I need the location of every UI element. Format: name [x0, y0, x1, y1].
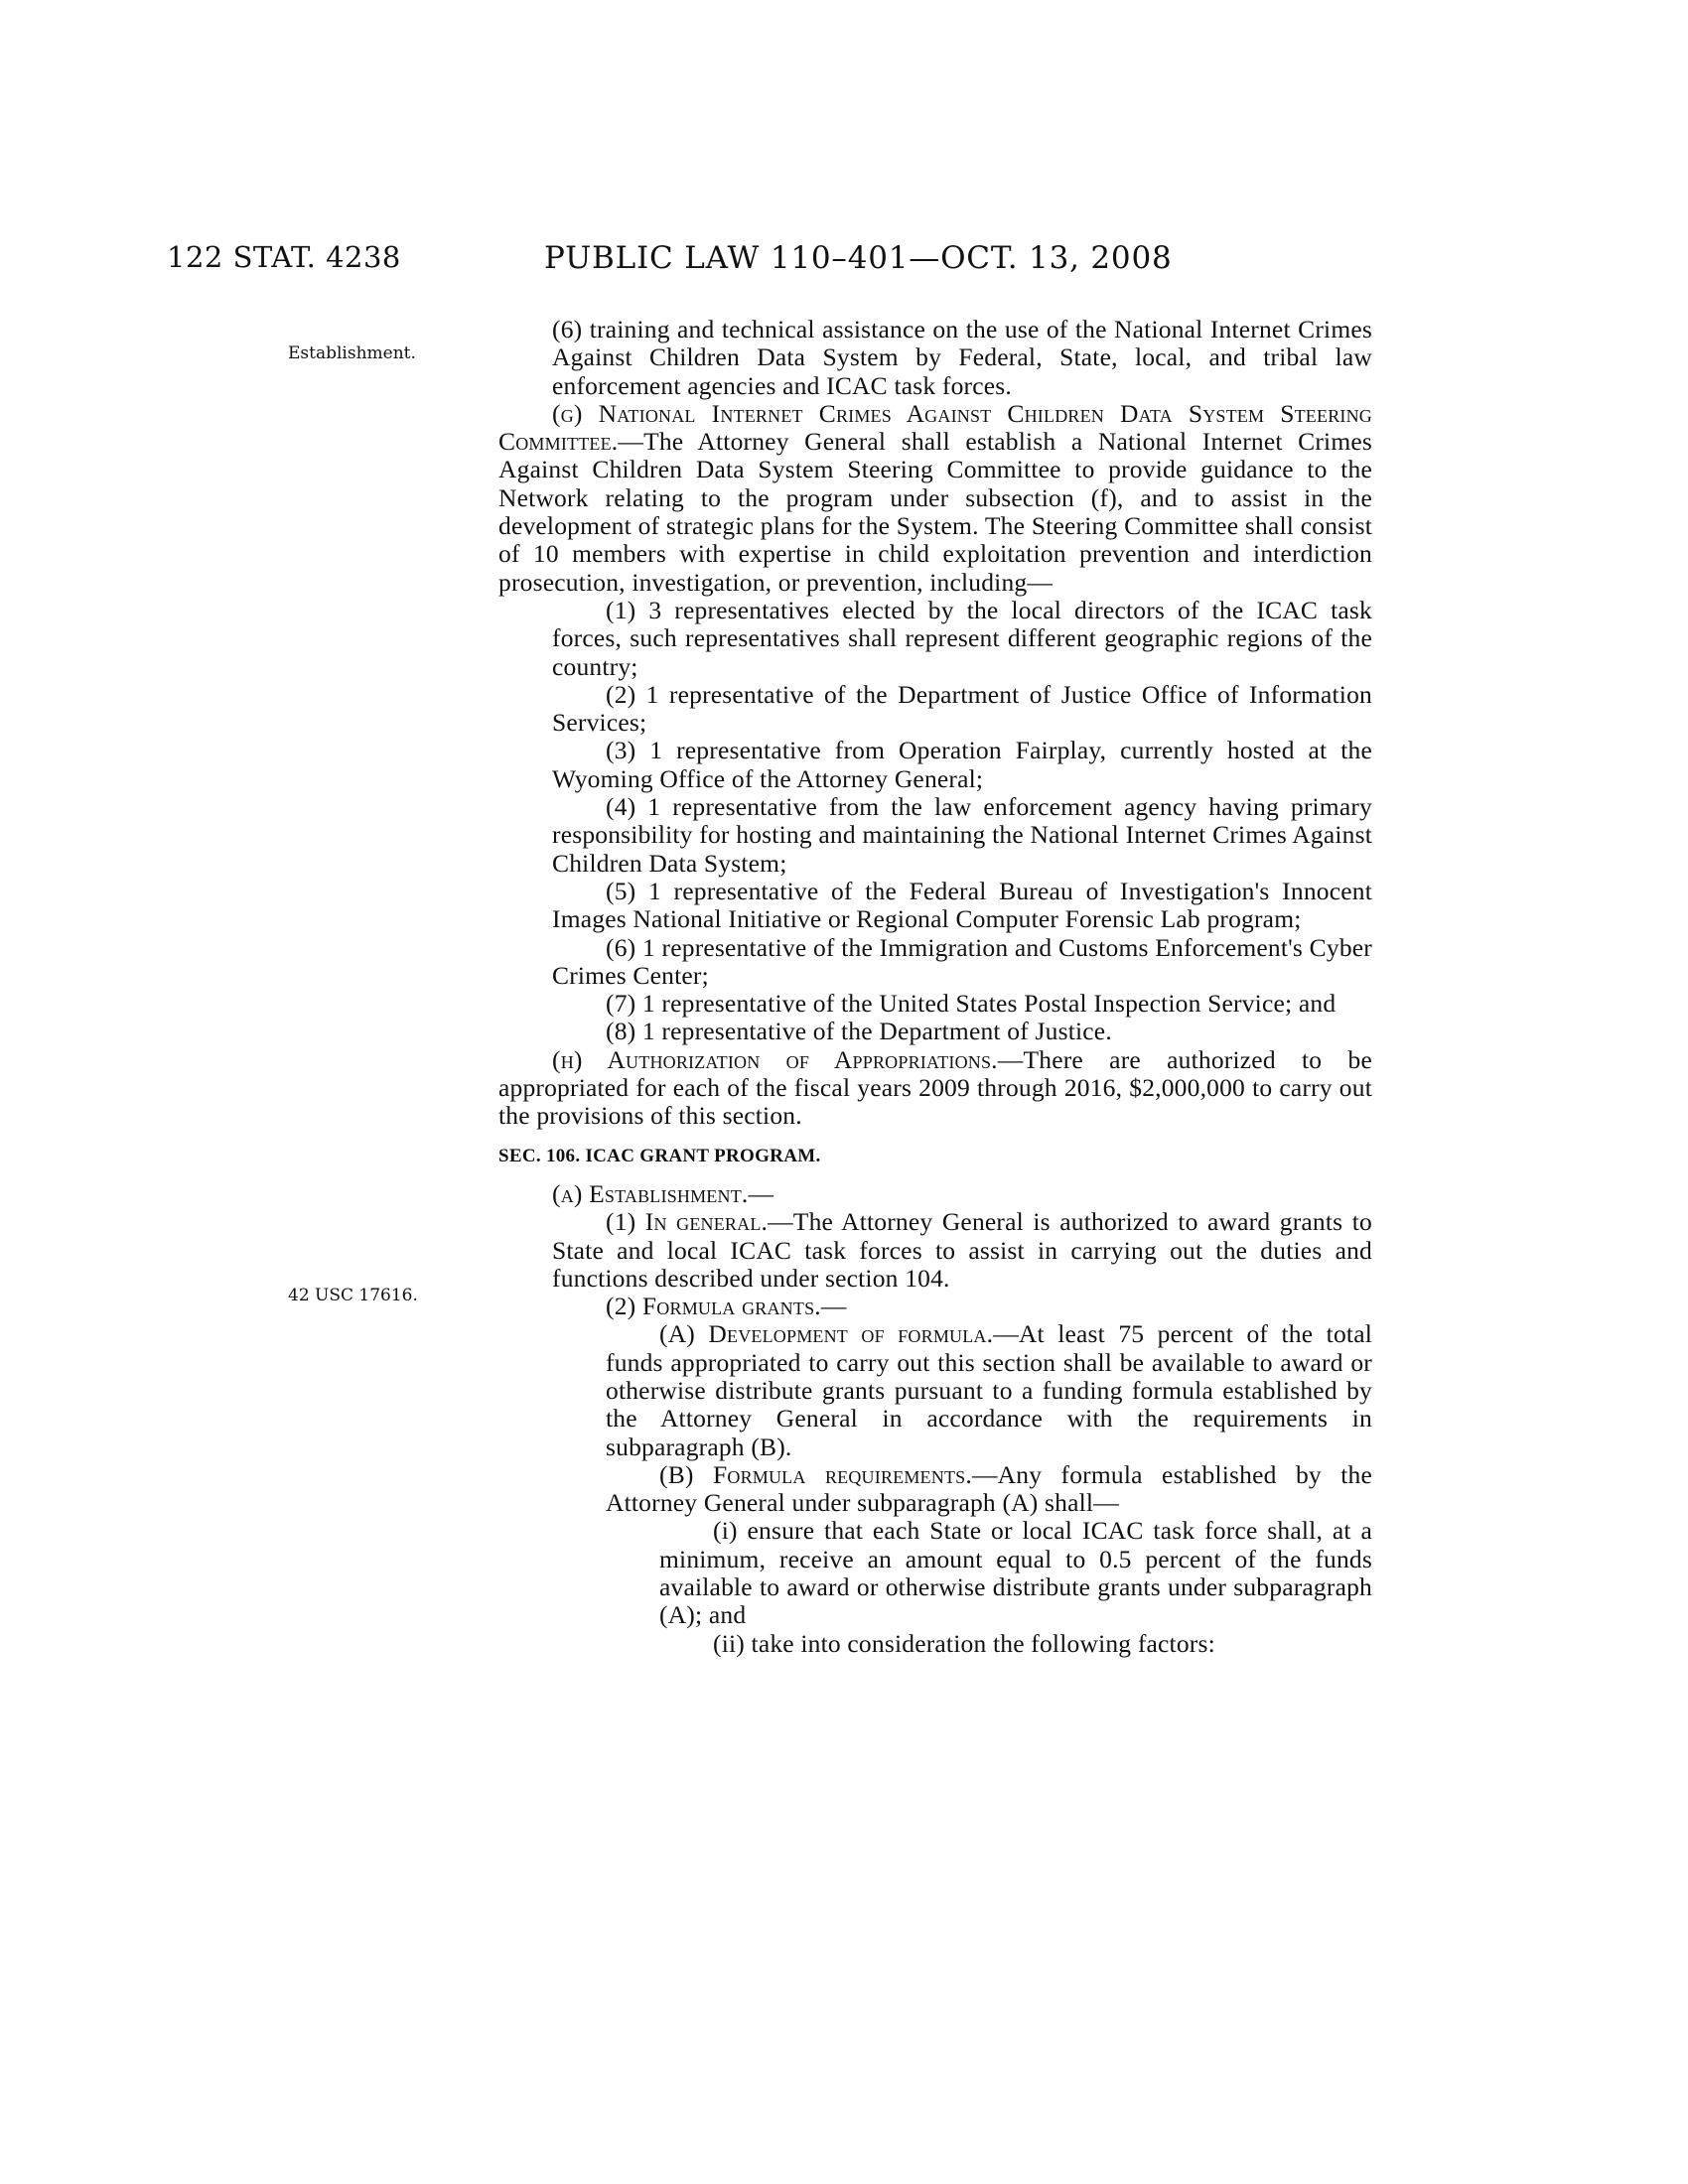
- subsection-h-heading: (h) Authorization of Appropriations.: [552, 1044, 998, 1074]
- subparagraph-B: [498, 1461, 1372, 1518]
- item-g5: (5) 1 representative of the Federal Bureau of Investigation's Innocent Images National Initiative or Regional Computer Forensic Lab program;: [552, 876, 1372, 934]
- margin-note-establishment: Establishment.: [288, 343, 416, 363]
- item-g7: (7) 1 representative of the United States Postal Inspection Service; and: [606, 989, 1336, 1019]
- paragraph-6-training: (6) training and technical assistance on the use of the National Internet Crimes Against Children Data System by Federal, State, local, and tribal law enforcement agencies and ICAC task forces.: [552, 315, 1372, 400]
- clause-ii: (ii) take into consideration the following factors:: [713, 1628, 1215, 1658]
- page-header: [0, 240, 1688, 284]
- item-g6: (6) 1 representative of the Immigration and Customs Enforcement's Cyber Crimes Center;: [552, 932, 1372, 990]
- subsection-g: [498, 400, 1372, 597]
- subparagraph-A-heading: (A) Development of formula.: [659, 1319, 994, 1349]
- document-body: [498, 316, 1372, 1658]
- paragraph-a2: [498, 1293, 1372, 1320]
- item-g1: (1) 3 representatives elected by the local directors of the ICAC task forces, such representatives shall represent different geographic regions of the country;: [552, 595, 1372, 681]
- item-g8: (8) 1 representative of the Department of Justice.: [606, 1017, 1112, 1046]
- subsection-g-text: —The Attorney General shall establish a National Internet Crimes Against Children Data System Steering Committee to provide guidance to the Network relating to the program under subsection (f), and to assist in the development of strategic plans for the System. The Steering Committee shall consist of 10 members with expertise in child exploitation prevention and interdiction prosecution, investigation, or prevention, including—: [498, 427, 1372, 597]
- subsection-a: [498, 1180, 1372, 1208]
- clause-i: (i) ensure that each State or local ICAC task force shall, at a minimum, receive an amount equal to 0.5 percent of the funds available to award or otherwise distribute grants under subparagraph (A); and: [659, 1516, 1372, 1630]
- subparagraph-A-text: —At least 75 percent of the total funds appropriated to carry out this section shall be available to award or otherwise distribute grants pursuant to a funding formula established by the Attorney General in accordance with the requirements in subparagraph (B).: [606, 1319, 1373, 1461]
- subparagraph-B-text: —Any formula established by the Attorney General under subparagraph (A) shall—: [606, 1459, 1372, 1518]
- paragraph-a1-text: —The Attorney General is authorized to award grants to State and local ICAC task forces to assist in carrying out the duties and functions described under section 104.: [552, 1207, 1372, 1293]
- law-title: PUBLIC LAW 110–401—OCT. 13, 2008: [544, 240, 1173, 276]
- item-g2: (2) 1 representative of the Department of Justice Office of Information Services;: [552, 679, 1372, 738]
- subsection-g-heading: (g) National Internet Crimes Against Children Data System Steering Committee.: [498, 398, 1372, 457]
- margin-note-usc: 42 USC 17616.: [288, 1286, 418, 1305]
- subparagraph-A: [498, 1320, 1372, 1460]
- item-g3: (3) 1 representative from Operation Fairplay, currently hosted at the Wyoming Office of the Attorney General;: [552, 736, 1372, 793]
- subsection-h: [498, 1046, 1372, 1131]
- subsection-a-heading: (a) Establishment.—: [552, 1178, 774, 1208]
- item-g4: (4) 1 representative from the law enforcement agency having primary responsibility for hosting and maintaining the National Internet Crimes Against Children Data System;: [552, 792, 1372, 878]
- paragraph-a1: [498, 1208, 1372, 1293]
- subsection-h-text: —There are authorized to be appropriated for each of the fiscal years 2009 through 2016, $2,000,000 to carry out the provisions of this section.: [498, 1044, 1372, 1131]
- paragraph-a2-heading: (2) Formula grants.—: [606, 1292, 847, 1321]
- paragraph-a1-heading: (1) In general.: [606, 1207, 769, 1237]
- subparagraph-B-heading: (B) Formula requirements.: [659, 1459, 972, 1489]
- section-heading: SEC. 106. ICAC GRANT PROGRAM.: [498, 1145, 821, 1166]
- stat-reference: 122 STAT. 4238: [167, 240, 401, 274]
